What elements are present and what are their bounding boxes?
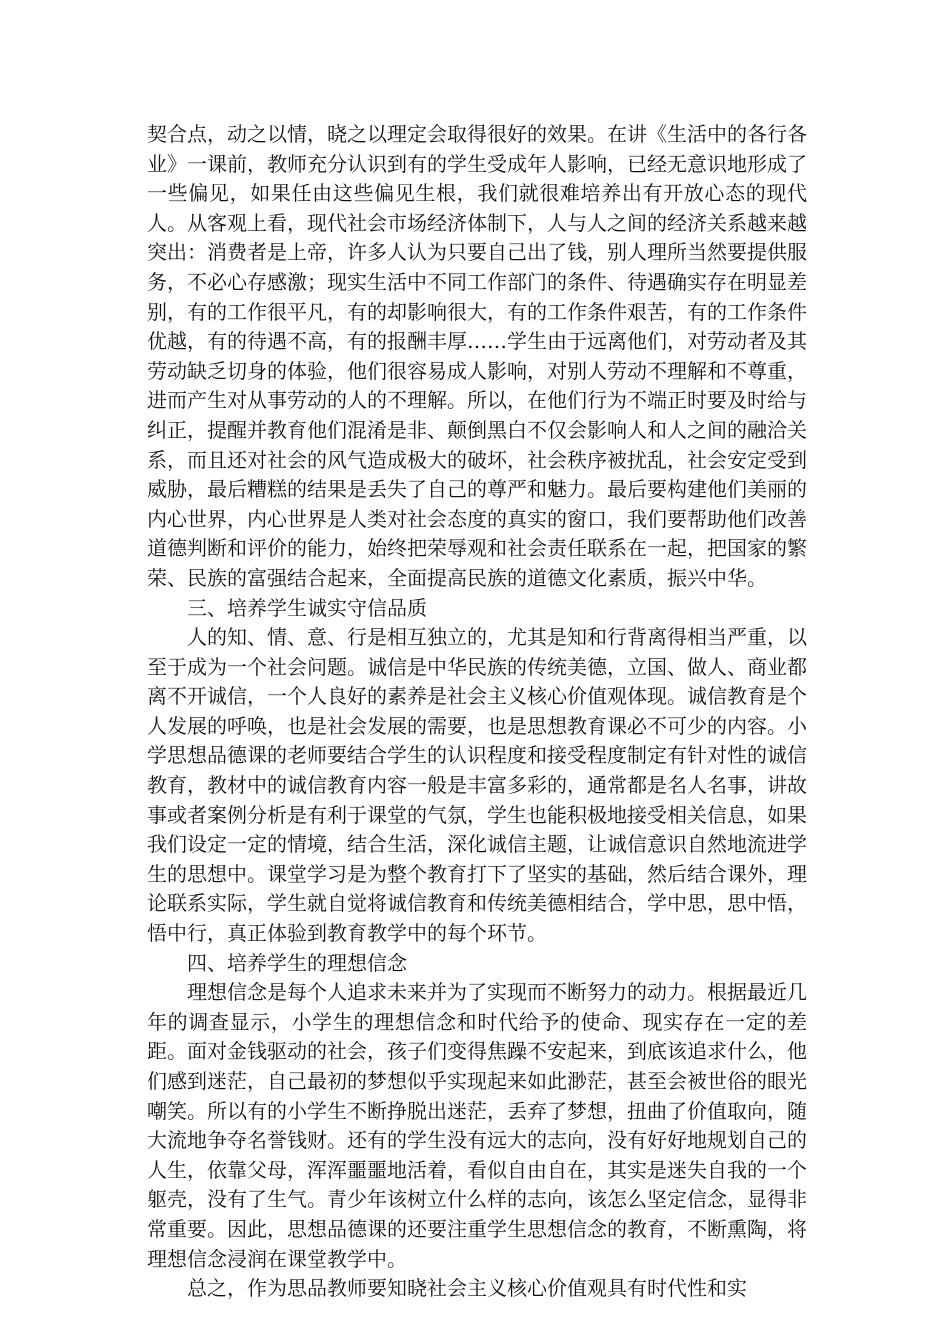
body-paragraph: 契合点，动之以情，晓之以理定会取得很好的效果。在讲《生活中的各行各业》一课前，教师充分认识到有的学生受成年人影响，已经无意识地形成了一些偏见，如果任由这些偏见生根，我们就很难培养出有开放心态的现代人。从客观上看，现代社会市场经济体制下，人与人之间的经济关系越来越突出：消费者是上帝，许多人认为只要自己出了钱，别人理所当然要提供服务，不必心存感激；现实生活中不同工作部门的条件、待遇确实存在明显差别，有的工作很平凡，有的却影响很大，有的工作条件艰苦，有的工作条件优越，有的待遇不高，有的报酬丰厚……学生由于远离他们，对劳动者及其劳动缺乏切身的体验，他们很容易成人影响，对别人劳动不理解和不尊重，进而产生对从事劳动的人的不理解。所以，在他们行为不端正时要及时给与纠正，提醒并教育他们混淆是非、颠倒黑白不仅会影响人和人之间的融洽关系，而且还对社会的风气造成极大的破坏，社会秩序被扰乱，社会安定受到威胁，最后糟糕的结果是丢失了自己的尊严和魅力。最后要构建他们美丽的内心世界，内心世界是人类对社会态度的真实的窗口，我们要帮助他们改善道德判断和评价的能力，始终把荣辱观和社会责任联系在一起，把国家的繁荣、民族的富强结合起来，全面提高民族的道德文化素质，振兴中华。 <box>147 122 807 590</box>
document-page <box>147 120 807 1304</box>
section-heading: 三、培养学生诚实守信品质 <box>187 595 427 620</box>
body-paragraph: 人的知、情、意、行是相互独立的，尤其是知和行背离得相当严重，以至于成为一个社会问题。诚信是中华民族的传统美德，立国、做人、商业都离不开诚信，一个人良好的素养是社会主义核心价值观体现。诚信教育是个人发展的呼唤，也是社会发展的需要，也是思想教育课必不可少的内容。小学思想品德课的老师要结合学生的认识程度和接受程度制定有针对性的诚信教育，教材中的诚信教育内容一般是丰富多彩的，通常都是名人名事，讲故事或者案例分析是有利于课堂的气氛，学生也能积极地接受相关信息，如果我们设定一定的情境，结合生活，深化诚信主题，让诚信意识自然地流进学生的思想中。课堂学习是为整个教育打下了坚实的基础，然后结合课外，理论联系实际，学生就自觉将诚信教育和传统美德相结合，学中思，思中悟，悟中行，真正体验到教育教学中的每个环节。 <box>147 625 807 946</box>
section-heading: 四、培养学生的理想信念 <box>187 950 407 975</box>
body-paragraph: 理想信念是每个人追求未来并为了实现而不断努力的动力。根据最近几年的调查显示，小学生的理想信念和时代给予的使命、现实存在一定的差距。面对金钱驱动的社会，孩子们变得焦躁不安起来，到底该追求什么，他们感到迷茫，自己最初的梦想似乎实现起来如此渺茫，甚至会被世俗的眼光嘲笑。所以有的小学生不断挣脱出迷茫，丢弃了梦想，扭曲了价值取向，随大流地争夺名誉钱财。还有的学生没有远大的志向，没有好好地规划自己的人生，依靠父母，浑浑噩噩地活着，看似自由自在，其实是迷失自我的一个躯壳，没有了生气。青少年该树立什么样的志向，该怎么坚定信念，显得非常重要。因此，思想品德课的还要注重学生思想信念的教育，不断熏陶，将理想信念浸润在课堂教学中。 <box>147 980 807 1271</box>
body-paragraph: 总之，作为思品教师要知晓社会主义核心价值观具有时代性和实 <box>187 1276 747 1301</box>
